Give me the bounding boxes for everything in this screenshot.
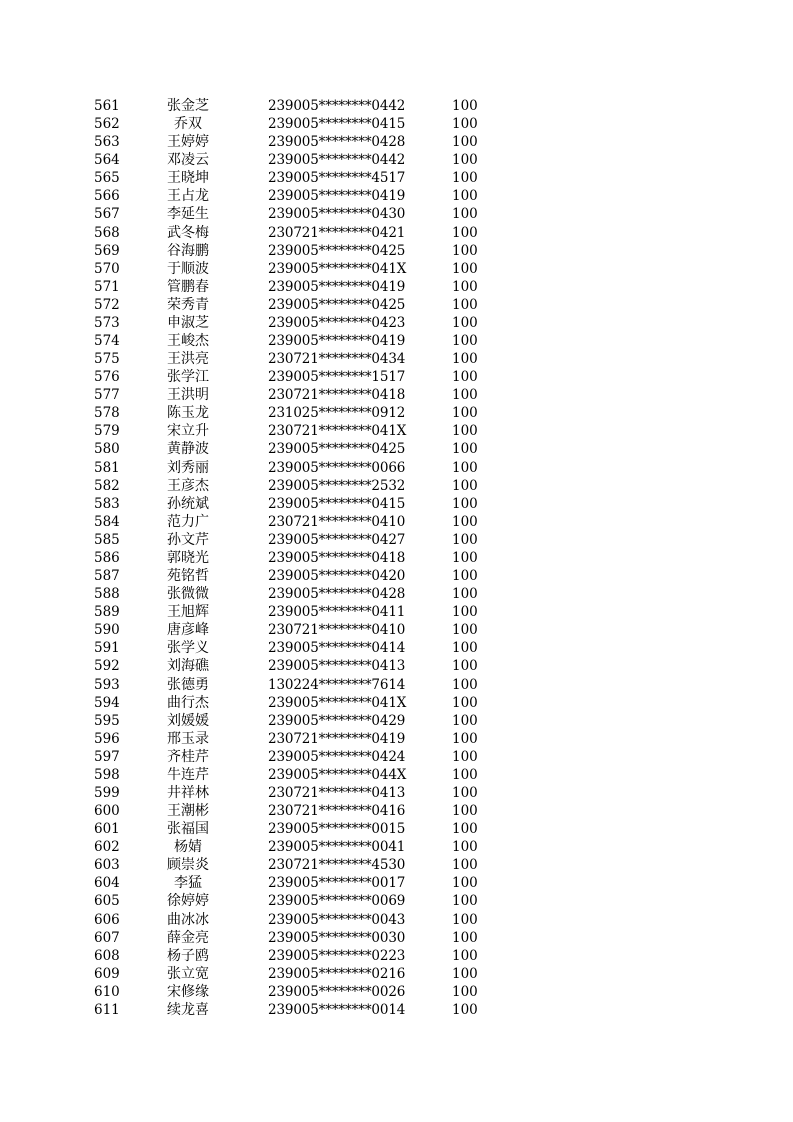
table-row — [0, 676, 793, 694]
table-row — [0, 748, 793, 766]
table-row — [0, 477, 793, 495]
person-name: 薛金亮 — [167, 929, 209, 946]
id-number: 230721********0434 — [268, 351, 406, 368]
row-number: 576 — [94, 369, 120, 386]
table-row — [0, 332, 793, 350]
table-row — [0, 567, 793, 585]
person-name: 王占龙 — [167, 188, 209, 205]
score-value: 100 — [452, 423, 478, 440]
row-number: 599 — [94, 784, 120, 801]
person-name: 刘媛媛 — [167, 712, 209, 729]
row-number: 602 — [94, 839, 120, 856]
score-value: 100 — [452, 622, 478, 639]
table-row — [0, 838, 793, 856]
id-number: 239005********041X — [268, 260, 407, 277]
person-name: 张德勇 — [167, 676, 209, 693]
score-value: 100 — [452, 839, 478, 856]
score-value: 100 — [452, 965, 478, 982]
score-value: 100 — [452, 911, 478, 928]
person-name: 孙文芹 — [167, 531, 209, 548]
row-number: 571 — [94, 278, 120, 295]
person-name: 徐婷婷 — [167, 893, 209, 910]
row-number: 581 — [94, 459, 120, 476]
row-number: 589 — [94, 604, 120, 621]
score-value: 100 — [452, 260, 478, 277]
row-number: 564 — [94, 152, 120, 169]
person-name: 王潮彬 — [167, 803, 209, 820]
row-number: 605 — [94, 893, 120, 910]
row-number: 578 — [94, 405, 120, 422]
person-name: 武冬梅 — [167, 224, 209, 241]
table-row — [0, 224, 793, 242]
id-number: 239005********0430 — [268, 206, 406, 223]
person-name: 王旭辉 — [167, 604, 209, 621]
table-row — [0, 440, 793, 458]
person-name: 谷海鹏 — [167, 242, 209, 259]
id-number: 239005********0419 — [268, 188, 406, 205]
table-row — [0, 422, 793, 440]
score-value: 100 — [452, 568, 478, 585]
person-name: 井祥林 — [167, 784, 209, 801]
person-name: 张立宽 — [167, 965, 209, 982]
person-name: 续龙喜 — [167, 1001, 209, 1018]
table-row — [0, 802, 793, 820]
table-row — [0, 621, 793, 639]
id-number: 239005********0216 — [268, 965, 406, 982]
person-name: 乔双 — [174, 116, 202, 133]
person-name: 王洪亮 — [167, 351, 209, 368]
id-number: 239005********0415 — [268, 116, 406, 133]
id-number: 239005********044X — [268, 766, 407, 783]
table-row — [0, 820, 793, 838]
person-name: 黄静波 — [167, 441, 209, 458]
score-value: 100 — [452, 152, 478, 169]
score-value: 100 — [452, 98, 478, 114]
person-name: 杨子鸥 — [167, 947, 209, 964]
person-name: 刘秀丽 — [167, 459, 209, 476]
score-value: 100 — [452, 495, 478, 512]
roster-table — [0, 97, 793, 1019]
table-row — [0, 133, 793, 151]
table-row — [0, 874, 793, 892]
score-value: 100 — [452, 459, 478, 476]
id-number: 239005********0066 — [268, 459, 406, 476]
table-row — [0, 260, 793, 278]
id-number: 239005********0069 — [268, 893, 406, 910]
table-row — [0, 694, 793, 712]
id-number: 230721********0410 — [268, 513, 406, 530]
row-number: 570 — [94, 260, 120, 277]
score-value: 100 — [452, 369, 478, 386]
score-value: 100 — [452, 983, 478, 1000]
person-name: 王彦杰 — [167, 477, 209, 494]
id-number: 230721********0418 — [268, 387, 406, 404]
id-number: 239005********0415 — [268, 495, 406, 512]
score-value: 100 — [452, 821, 478, 838]
id-number: 239005********0014 — [268, 1001, 406, 1018]
score-value: 100 — [452, 206, 478, 223]
table-row — [0, 115, 793, 133]
id-number: 239005********0030 — [268, 929, 406, 946]
person-name: 张福国 — [167, 821, 209, 838]
table-row — [0, 657, 793, 675]
score-value: 100 — [452, 640, 478, 657]
row-number: 580 — [94, 441, 120, 458]
id-number: 239005********0428 — [268, 134, 406, 151]
id-number: 239005********0411 — [268, 604, 406, 621]
id-number: 230721********0421 — [268, 224, 406, 241]
row-number: 572 — [94, 296, 120, 313]
row-number: 583 — [94, 495, 120, 512]
person-name: 王峻杰 — [167, 333, 209, 350]
score-value: 100 — [452, 893, 478, 910]
id-number: 130224********7614 — [268, 676, 406, 693]
person-name: 杨婧 — [174, 839, 202, 856]
person-name: 宋立升 — [167, 423, 209, 440]
table-row — [0, 513, 793, 531]
score-value: 100 — [452, 296, 478, 313]
table-row — [0, 929, 793, 947]
row-number: 594 — [94, 694, 120, 711]
table-row — [0, 965, 793, 983]
score-value: 100 — [452, 875, 478, 892]
score-value: 100 — [452, 405, 478, 422]
table-row — [0, 368, 793, 386]
table-row — [0, 856, 793, 874]
score-value: 100 — [452, 784, 478, 801]
row-number: 565 — [94, 170, 120, 187]
row-number: 586 — [94, 549, 120, 566]
id-number: 239005********0425 — [268, 296, 406, 313]
score-value: 100 — [452, 730, 478, 747]
table-row — [0, 549, 793, 567]
id-number: 239005********0420 — [268, 568, 406, 585]
score-value: 100 — [452, 441, 478, 458]
score-value: 100 — [452, 477, 478, 494]
table-row — [0, 242, 793, 260]
table-row — [0, 911, 793, 929]
row-number: 585 — [94, 531, 120, 548]
table-row — [0, 947, 793, 965]
table-row — [0, 151, 793, 169]
person-name: 管鹏春 — [167, 278, 209, 295]
table-row — [0, 712, 793, 730]
row-number: 608 — [94, 947, 120, 964]
score-value: 100 — [452, 694, 478, 711]
score-value: 100 — [452, 549, 478, 566]
score-value: 100 — [452, 748, 478, 765]
score-value: 100 — [452, 314, 478, 331]
row-number: 607 — [94, 929, 120, 946]
person-name: 张微微 — [167, 586, 209, 603]
table-row — [0, 892, 793, 910]
id-number: 230721********0419 — [268, 730, 406, 747]
id-number: 230721********041X — [268, 423, 407, 440]
id-number: 239005********0425 — [268, 242, 406, 259]
person-name: 李猛 — [174, 875, 202, 892]
id-number: 231025********0912 — [268, 405, 406, 422]
score-value: 100 — [452, 929, 478, 946]
id-number: 239005********0424 — [268, 748, 406, 765]
row-number: 601 — [94, 821, 120, 838]
person-name: 齐桂芹 — [167, 748, 209, 765]
id-number: 239005********0427 — [268, 531, 406, 548]
score-value: 100 — [452, 712, 478, 729]
id-number: 230721********4530 — [268, 857, 406, 874]
score-value: 100 — [452, 857, 478, 874]
person-name: 张学江 — [167, 369, 209, 386]
row-number: 561 — [94, 98, 120, 114]
person-name: 申淑芝 — [167, 314, 209, 331]
id-number: 230721********0410 — [268, 622, 406, 639]
table-row — [0, 766, 793, 784]
table-row — [0, 278, 793, 296]
id-number: 239005********0418 — [268, 549, 406, 566]
row-number: 603 — [94, 857, 120, 874]
id-number: 239005********0015 — [268, 821, 406, 838]
person-name: 王婷婷 — [167, 134, 209, 151]
row-number: 587 — [94, 568, 120, 585]
row-number: 590 — [94, 622, 120, 639]
table-row — [0, 983, 793, 1001]
score-value: 100 — [452, 531, 478, 548]
person-name: 孙统斌 — [167, 495, 209, 512]
id-number: 239005********1517 — [268, 369, 406, 386]
person-name: 陈玉龙 — [167, 405, 209, 422]
id-number: 239005********041X — [268, 694, 407, 711]
score-value: 100 — [452, 387, 478, 404]
id-number: 239005********0026 — [268, 983, 406, 1000]
score-value: 100 — [452, 333, 478, 350]
row-number: 588 — [94, 586, 120, 603]
id-number: 239005********0442 — [268, 98, 406, 114]
person-name: 于顺波 — [167, 260, 209, 277]
table-row — [0, 97, 793, 115]
table-row — [0, 730, 793, 748]
score-value: 100 — [452, 947, 478, 964]
row-number: 568 — [94, 224, 120, 241]
person-name: 张金芝 — [167, 98, 209, 114]
table-row — [0, 495, 793, 513]
table-row — [0, 784, 793, 802]
score-value: 100 — [452, 586, 478, 603]
person-name: 李延生 — [167, 206, 209, 223]
id-number: 239005********0419 — [268, 278, 406, 295]
id-number: 239005********0428 — [268, 586, 406, 603]
id-number: 239005********0419 — [268, 333, 406, 350]
row-number: 592 — [94, 658, 120, 675]
id-number: 239005********0429 — [268, 712, 406, 729]
score-value: 100 — [452, 803, 478, 820]
score-value: 100 — [452, 513, 478, 530]
table-row — [0, 296, 793, 314]
id-number: 239005********0413 — [268, 658, 406, 675]
id-number: 239005********4517 — [268, 170, 406, 187]
row-number: 577 — [94, 387, 120, 404]
row-number: 579 — [94, 423, 120, 440]
person-name: 曲冰冰 — [167, 911, 209, 928]
row-number: 606 — [94, 911, 120, 928]
person-name: 顾崇炎 — [167, 857, 209, 874]
table-row — [0, 404, 793, 422]
row-number: 562 — [94, 116, 120, 133]
row-number: 595 — [94, 712, 120, 729]
row-number: 611 — [94, 1001, 120, 1018]
id-number: 239005********0423 — [268, 314, 406, 331]
person-name: 王晓坤 — [167, 170, 209, 187]
person-name: 邢玉录 — [167, 730, 209, 747]
id-number: 239005********0425 — [268, 441, 406, 458]
table-row — [0, 639, 793, 657]
score-value: 100 — [452, 1001, 478, 1018]
person-name: 荣秀青 — [167, 296, 209, 313]
table-row — [0, 187, 793, 205]
row-number: 563 — [94, 134, 120, 151]
person-name: 邓凌云 — [167, 152, 209, 169]
row-number: 609 — [94, 965, 120, 982]
person-name: 郭晓光 — [167, 549, 209, 566]
person-name: 张学义 — [167, 640, 209, 657]
person-name: 刘海礁 — [167, 658, 209, 675]
row-number: 573 — [94, 314, 120, 331]
id-number: 239005********0043 — [268, 911, 406, 928]
person-name: 范力广 — [167, 513, 209, 530]
score-value: 100 — [452, 604, 478, 621]
row-number: 575 — [94, 351, 120, 368]
person-name: 唐彦峰 — [167, 622, 209, 639]
person-name: 牛连芹 — [167, 766, 209, 783]
row-number: 584 — [94, 513, 120, 530]
row-number: 598 — [94, 766, 120, 783]
table-row — [0, 350, 793, 368]
person-name: 苑铭哲 — [167, 568, 209, 585]
person-name: 宋修缘 — [167, 983, 209, 1000]
row-number: 596 — [94, 730, 120, 747]
score-value: 100 — [452, 278, 478, 295]
table-row — [0, 1001, 793, 1019]
row-number: 597 — [94, 748, 120, 765]
id-number: 230721********0416 — [268, 803, 406, 820]
table-row — [0, 386, 793, 404]
row-number: 574 — [94, 333, 120, 350]
row-number: 604 — [94, 875, 120, 892]
row-number: 600 — [94, 803, 120, 820]
score-value: 100 — [452, 351, 478, 368]
score-value: 100 — [452, 134, 478, 151]
row-number: 569 — [94, 242, 120, 259]
table-row — [0, 314, 793, 332]
score-value: 100 — [452, 188, 478, 205]
table-row — [0, 585, 793, 603]
score-value: 100 — [452, 242, 478, 259]
table-row — [0, 169, 793, 187]
row-number: 567 — [94, 206, 120, 223]
id-number: 239005********0414 — [268, 640, 406, 657]
id-number: 239005********0017 — [268, 875, 406, 892]
table-row — [0, 531, 793, 549]
id-number: 239005********0223 — [268, 947, 406, 964]
row-number: 593 — [94, 676, 120, 693]
person-name: 王洪明 — [167, 387, 209, 404]
score-value: 100 — [452, 658, 478, 675]
table-row — [0, 603, 793, 621]
score-value: 100 — [452, 224, 478, 241]
id-number: 239005********0041 — [268, 839, 406, 856]
id-number: 239005********2532 — [268, 477, 406, 494]
table-row — [0, 459, 793, 477]
table-row — [0, 205, 793, 223]
score-value: 100 — [452, 170, 478, 187]
row-number: 610 — [94, 983, 120, 1000]
person-name: 曲行杰 — [167, 694, 209, 711]
id-number: 230721********0413 — [268, 784, 406, 801]
score-value: 100 — [452, 766, 478, 783]
row-number: 591 — [94, 640, 120, 657]
score-value: 100 — [452, 676, 478, 693]
id-number: 239005********0442 — [268, 152, 406, 169]
score-value: 100 — [452, 116, 478, 133]
row-number: 566 — [94, 188, 120, 205]
row-number: 582 — [94, 477, 120, 494]
